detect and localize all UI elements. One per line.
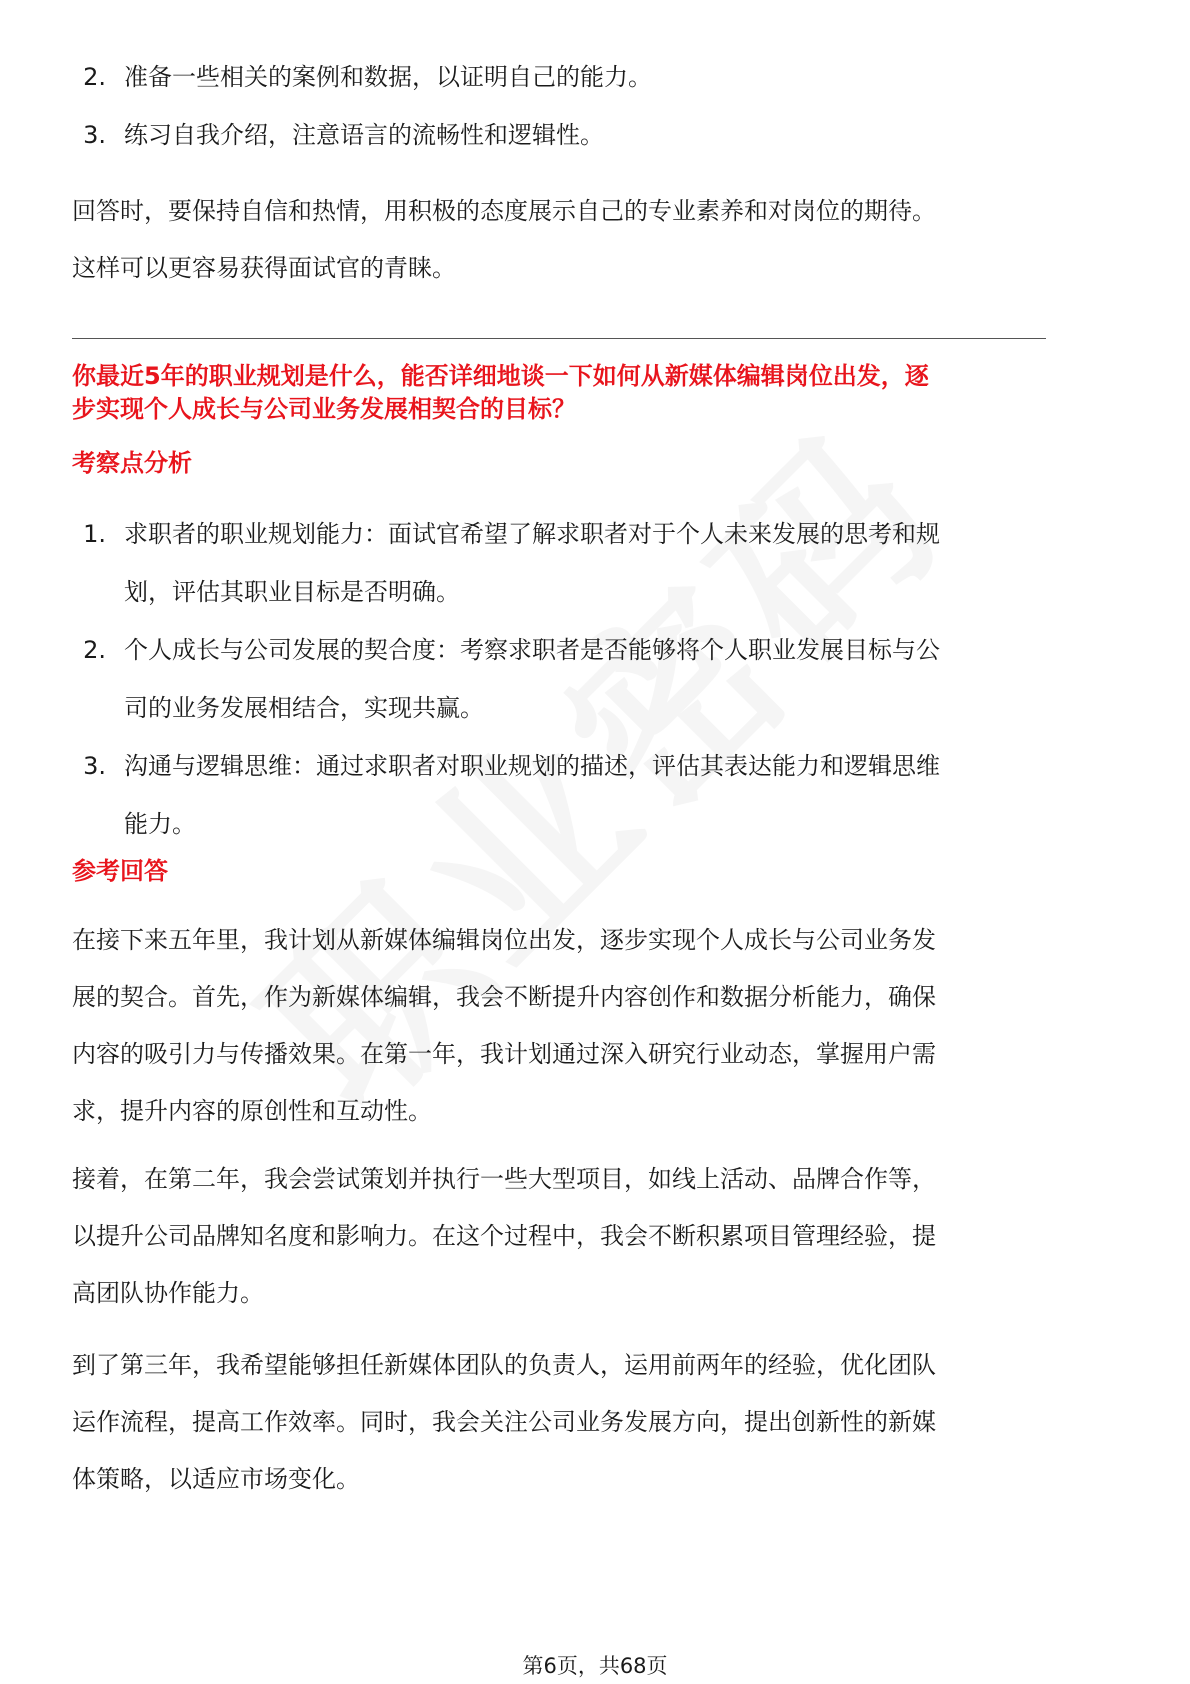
list-item — [72, 505, 1122, 621]
paragraph-line: 体策略，以适应市场变化。 — [72, 1465, 360, 1493]
list-number: 2. — [83, 63, 106, 91]
intro-paragraph — [72, 183, 1122, 297]
paragraph-line: 高团队协作能力。 — [72, 1279, 264, 1307]
question-line: 你最近5年的职业规划是什么，能否详细地谈一下如何从新媒体编辑岗位出发，逐 — [72, 362, 929, 390]
paragraph-line: 以提升公司品牌知名度和影响力。在这个过程中，我会不断积累项目管理经验，提 — [72, 1222, 936, 1250]
top-list — [72, 48, 1122, 164]
list-text-line: 划，评估其职业目标是否明确。 — [124, 578, 460, 606]
section-divider — [72, 338, 1046, 339]
analysis-list — [72, 505, 1122, 853]
list-text: 准备一些相关的案例和数据，以证明自己的能力。 — [124, 63, 652, 91]
list-text — [124, 737, 1122, 853]
paragraph-line: 内容的吸引力与传播效果。在第一年，我计划通过深入研究行业动态，掌握用户需 — [72, 1040, 936, 1068]
list-number: 3. — [83, 752, 106, 780]
analysis-title: 考察点分析 — [72, 449, 192, 477]
list-item — [72, 48, 1122, 106]
list-item — [72, 621, 1122, 737]
list-number: 2. — [83, 636, 106, 664]
paragraph-line: 展的契合。首先，作为新媒体编辑，我会不断提升内容创作和数据分析能力，确保 — [72, 983, 936, 1011]
list-text-line: 司的业务发展相结合，实现共赢。 — [124, 694, 484, 722]
paragraph-line: 这样可以更容易获得面试官的青睐。 — [72, 254, 456, 282]
list-text — [124, 505, 1122, 621]
list-number: 3. — [83, 121, 106, 149]
paragraph-line: 在接下来五年里，我计划从新媒体编辑岗位出发，逐步实现个人成长与公司业务发 — [72, 926, 936, 954]
answer-paragraph — [72, 912, 1122, 1140]
list-item — [72, 106, 1122, 164]
list-text-line: 个人成长与公司发展的契合度：考察求职者是否能够将个人职业发展目标与公 — [124, 636, 940, 664]
question-line: 步实现个人成长与公司业务发展相契合的目标？ — [72, 395, 576, 423]
paragraph-line: 接着，在第二年，我会尝试策划并执行一些大型项目，如线上活动、品牌合作等， — [72, 1165, 936, 1193]
list-item — [72, 737, 1122, 853]
list-text-line: 能力。 — [124, 810, 196, 838]
question-heading — [72, 360, 1122, 426]
list-text-line: 沟通与逻辑思维：通过求职者对职业规划的描述，评估其表达能力和逻辑思维 — [124, 752, 940, 780]
list-text: 练习自我介绍，注意语言的流畅性和逻辑性。 — [124, 121, 604, 149]
list-text — [124, 621, 1122, 737]
paragraph-line: 运作流程，提高工作效率。同时，我会关注公司业务发展方向，提出创新性的新媒 — [72, 1408, 936, 1436]
list-text-line: 求职者的职业规划能力：面试官希望了解求职者对于个人未来发展的思考和规 — [124, 520, 940, 548]
paragraph-line: 到了第三年，我希望能够担任新媒体团队的负责人，运用前两年的经验，优化团队 — [72, 1351, 936, 1379]
list-number: 1. — [83, 520, 106, 548]
paragraph-line: 求，提升内容的原创性和互动性。 — [72, 1097, 432, 1125]
answer-paragraph — [72, 1337, 1122, 1508]
paragraph-line: 回答时，要保持自信和热情，用积极的态度展示自己的专业素养和对岗位的期待。 — [72, 197, 936, 225]
answer-title: 参考回答 — [72, 857, 168, 885]
answer-paragraph — [72, 1151, 1122, 1322]
page-number-footer: 第6页，共68页 — [522, 1654, 668, 1678]
